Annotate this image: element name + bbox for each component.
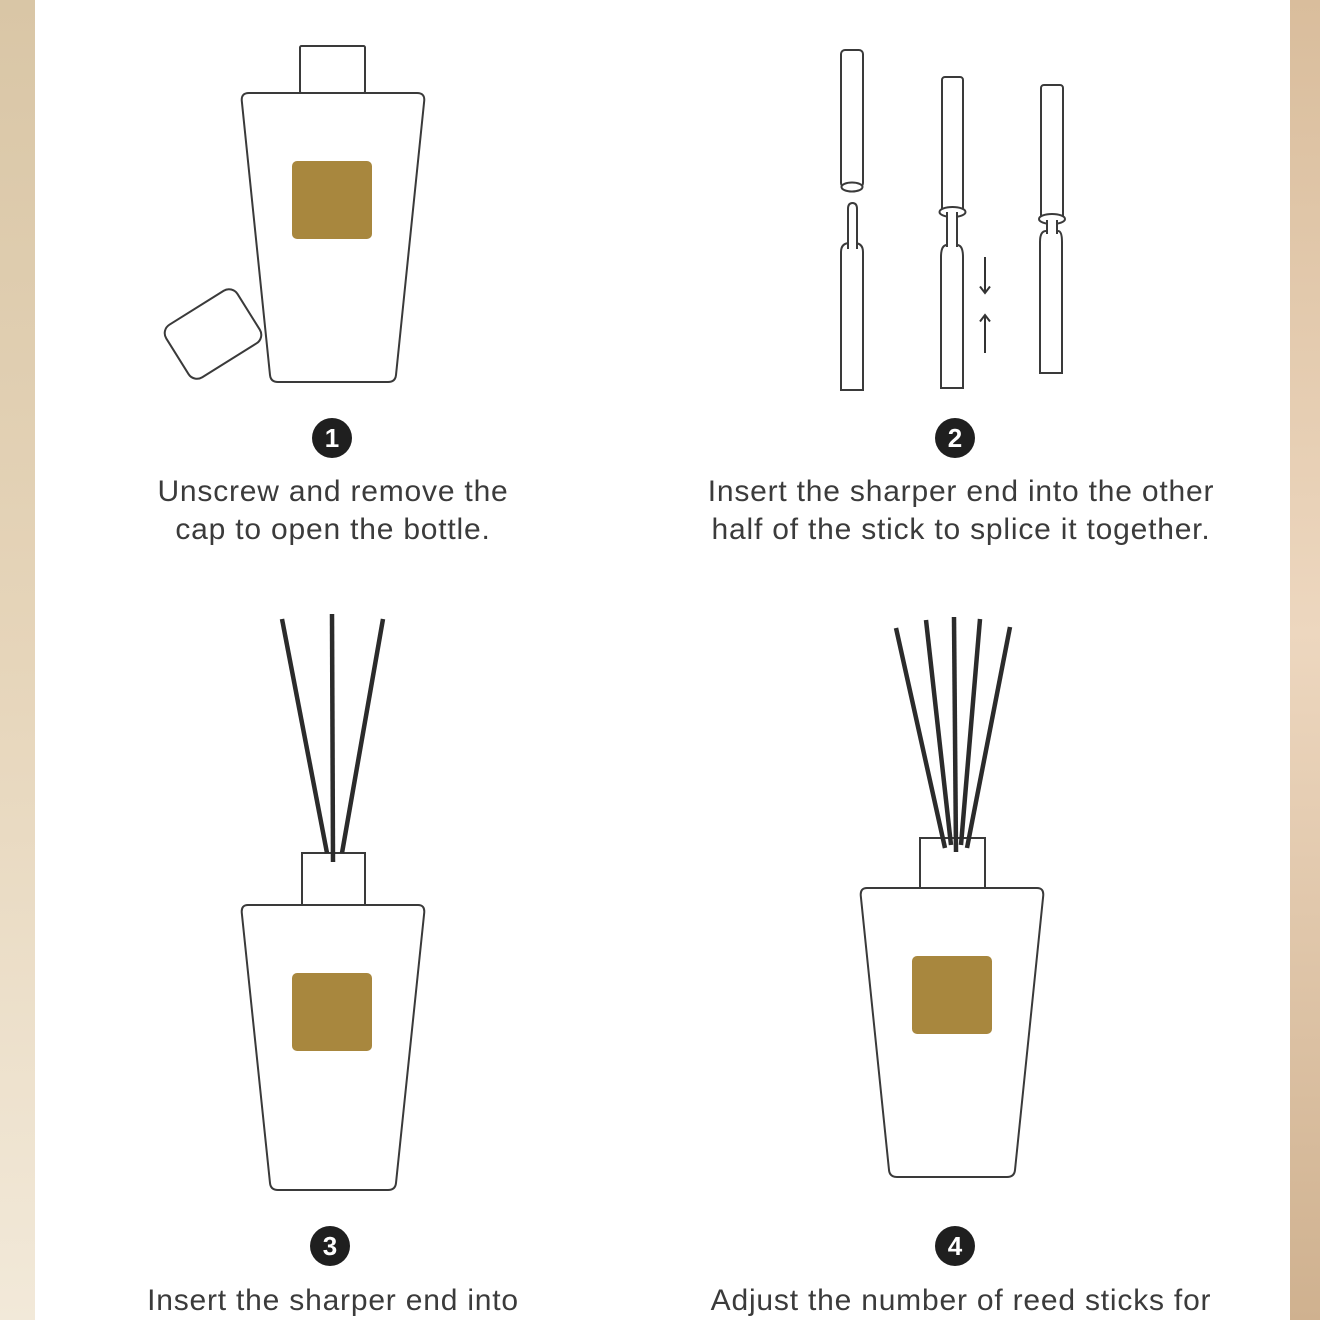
bottle-neck [920,838,985,888]
step-3-badge: 3 [310,1226,350,1266]
stick-neck-fill-3 [1047,219,1058,234]
reed-stick [282,619,327,853]
step-4-badge: 4 [935,1226,975,1266]
stick-tube-2 [942,77,963,212]
step-2-caption-line-1: Insert the sharper end into the other [707,475,1215,508]
detached-cap [161,285,265,382]
reed-stick [954,617,956,852]
step-4-caption-line-1: Adjust the number of reed sticks for [710,1284,1212,1317]
reed-stick [342,619,383,853]
step-1-badge: 1 [312,418,352,458]
step-2-caption [681,473,1241,549]
reed-stick [332,614,333,862]
reed-stick [967,627,1010,848]
stick-neck-fill-2 [947,212,958,247]
step-1-caption-line-2: cap to open the bottle. [175,513,491,546]
step-3-caption-line-1: Insert the sharper end into [147,1284,519,1317]
bottle-label [292,161,372,239]
right-border-strip [1290,0,1320,1320]
bottle-label [292,973,372,1051]
stick-tip-1 [848,203,857,249]
step-2-badge: 2 [935,418,975,458]
step-4-diagram [840,610,1080,1190]
step-1-caption-line-1: Unscrew and remove the [157,475,509,508]
arrow-up-icon [980,315,990,353]
step-1-diagram [120,35,430,395]
step-3-diagram [180,595,430,1200]
stick-body-2 [941,245,963,388]
tube-opening-1 [842,183,863,192]
arrow-down-icon [980,257,990,293]
stick-tube-3 [1041,85,1063,219]
bottle-label [912,956,992,1034]
bottle-cap-top [300,46,365,93]
stick-tube-1 [841,50,863,187]
stick-body-1 [841,243,863,390]
step-2-diagram [820,40,1100,400]
reed-stick [961,619,980,845]
step-3-caption [83,1282,583,1320]
step-4-caption [681,1282,1241,1320]
step-1-caption [83,473,583,549]
left-border-strip [0,0,35,1320]
step-2-caption-line-2: half of the stick to splice it together. [711,513,1211,546]
stick-body-3 [1040,231,1062,373]
